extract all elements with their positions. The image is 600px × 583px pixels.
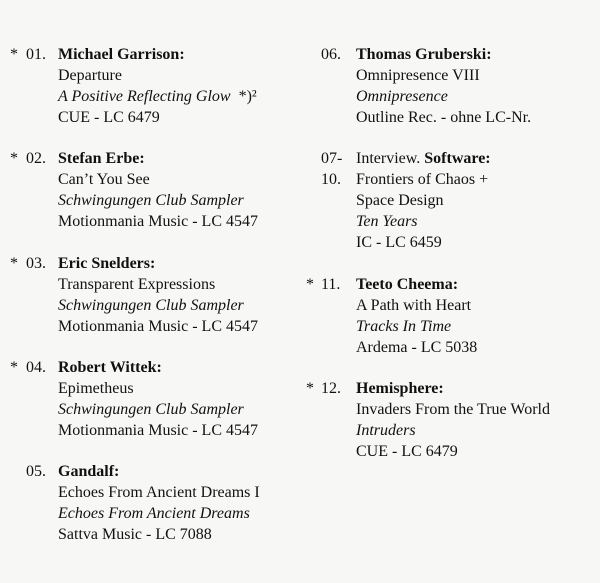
track-artist: Eric Snelders:: [58, 255, 156, 272]
track-title: A Path with Heart: [356, 297, 472, 314]
track-label: CUE - LC 6479: [356, 443, 458, 460]
track-number: 04.: [26, 359, 46, 376]
track-album: Omnipresence: [356, 88, 448, 105]
track-number: 06.: [321, 46, 341, 63]
track-title: Can’t You See: [58, 171, 150, 188]
track-artist: Gandalf:: [58, 463, 120, 480]
track-label: Motionmania Music - LC 4547: [58, 422, 258, 439]
track-title: Epimetheus: [58, 380, 134, 397]
track-number: 03.: [26, 255, 46, 272]
track-label: IC - LC 6459: [356, 234, 442, 251]
track-album: A Positive Reflecting Glow *)²: [58, 88, 257, 105]
star-marker: *: [10, 150, 18, 167]
star-marker: *: [10, 255, 18, 272]
track-title: Omnipresence VIII: [356, 67, 480, 84]
track-artist: Robert Wittek:: [58, 359, 162, 376]
star-marker: *: [10, 359, 18, 376]
track-artist: Teeto Cheema:: [356, 276, 459, 293]
track-number: 02.: [26, 150, 46, 167]
track-label: Outline Rec. - ohne LC-Nr.: [356, 109, 532, 126]
track-heading: Interview. Software:: [356, 150, 491, 167]
track-artist: Stefan Erbe:: [58, 150, 145, 167]
track-number-start: 07-: [321, 150, 343, 167]
footnote-marker: *)²: [238, 88, 257, 105]
star-marker: *: [10, 46, 18, 63]
track-album: Schwingungen Club Sampler: [58, 401, 244, 418]
track-album: Tracks In Time: [356, 318, 452, 335]
track-label: CUE - LC 6479: [58, 109, 160, 126]
track-number: 12.: [321, 380, 341, 397]
track-title: Echoes From Ancient Dreams I: [58, 484, 260, 501]
star-marker: *: [306, 380, 314, 397]
track-title: Departure: [58, 67, 122, 84]
track-title-continued: Space Design: [356, 192, 444, 209]
track-number-end: 10.: [321, 171, 341, 188]
track-title: Invaders From the True World: [356, 401, 550, 418]
track-album: Echoes From Ancient Dreams: [58, 505, 250, 522]
track-album: Schwingungen Club Sampler: [58, 297, 244, 314]
star-marker: *: [306, 276, 314, 293]
track-label: Motionmania Music - LC 4547: [58, 318, 258, 335]
track-label: Sattva Music - LC 7088: [58, 526, 212, 543]
track-number: 01.: [26, 46, 46, 63]
track-artist: Hemisphere:: [356, 380, 444, 397]
track-artist: Michael Garrison:: [58, 46, 185, 63]
track-number: 05.: [26, 463, 46, 480]
track-artist: Thomas Gruberski:: [356, 46, 492, 63]
track-label: Ardema - LC 5038: [356, 339, 478, 356]
track-number: [321, 148, 342, 190]
track-number: 11.: [321, 276, 341, 293]
track-album: Ten Years: [356, 213, 418, 230]
track-title: Frontiers of Chaos +: [356, 171, 489, 188]
track-artist: Software:: [424, 150, 491, 167]
track-album: Intruders: [356, 422, 416, 439]
track-label: Motionmania Music - LC 4547: [58, 213, 258, 230]
track-title: Transparent Expressions: [58, 276, 216, 293]
track-album: Schwingungen Club Sampler: [58, 192, 244, 209]
